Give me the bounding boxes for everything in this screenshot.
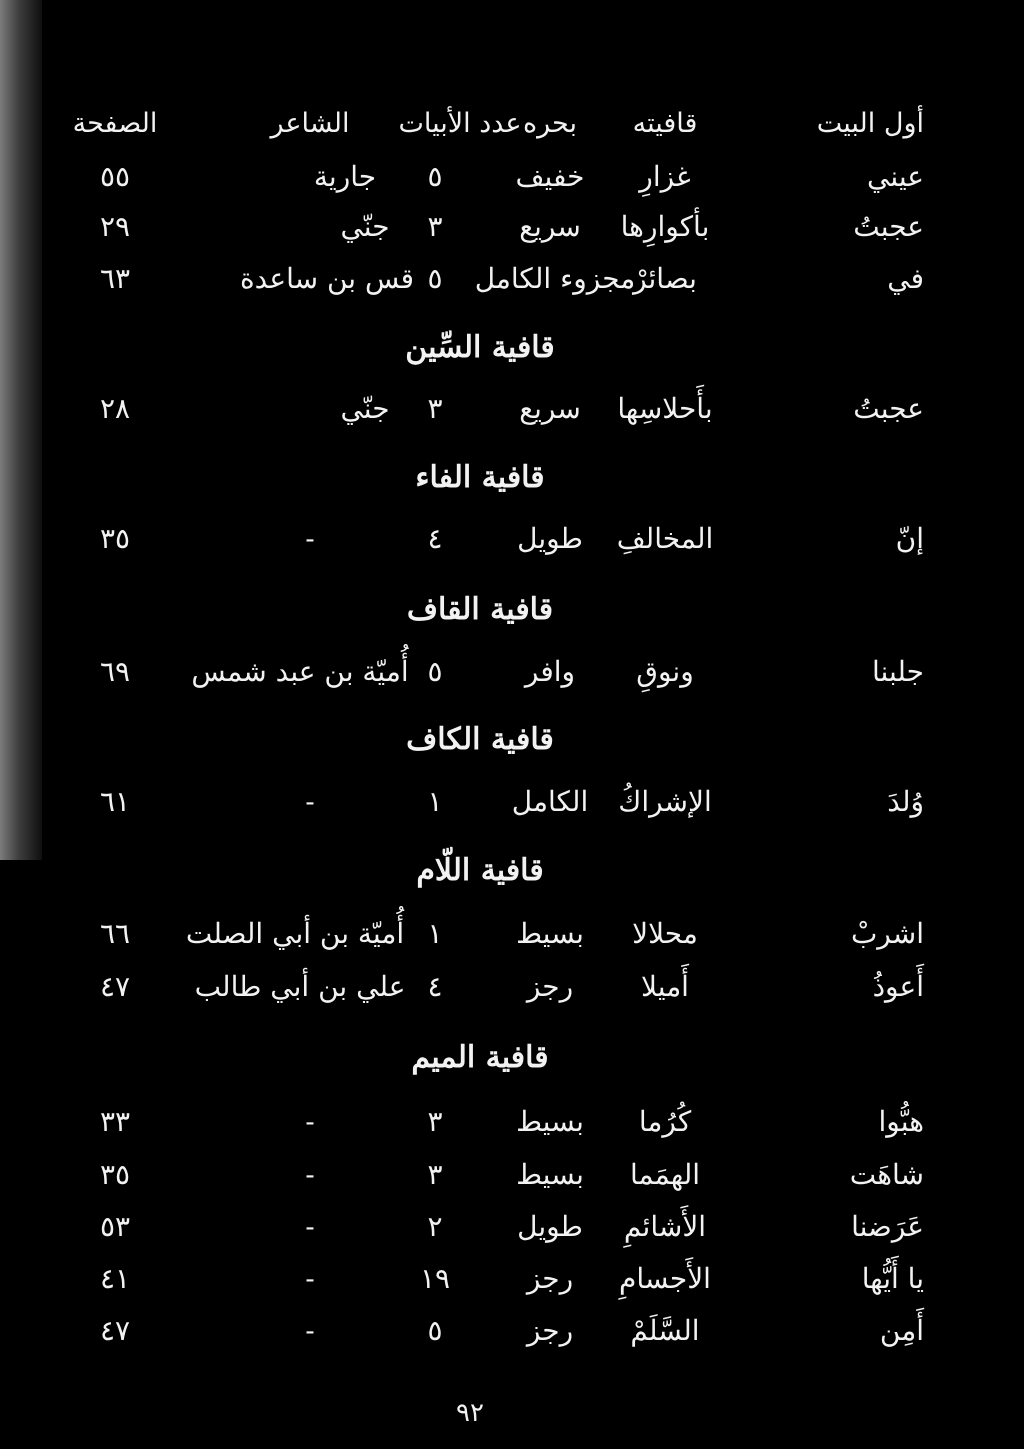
table-row <box>0 970 1024 1020</box>
page-number: ٩٢ <box>456 1398 484 1428</box>
header-meter: بحره <box>523 108 577 139</box>
poet-cell: جنّي <box>340 210 390 243</box>
page-cell: ٢٨ <box>99 392 131 425</box>
meter-cell: سريع <box>519 210 581 243</box>
count-cell: ١٩ <box>419 1262 451 1295</box>
rhyme-cell: ونوقِ <box>636 655 694 688</box>
count-cell: ٤ <box>427 522 443 555</box>
page-cell: ٥٥ <box>99 160 131 193</box>
meter-cell: الكامل <box>511 785 589 818</box>
page-cell: ٣٥ <box>99 1158 131 1191</box>
count-cell: ٣ <box>427 392 443 425</box>
rhyme-cell: بصائرْ <box>633 262 697 295</box>
poet-cell: علي بن أبي طالب <box>194 970 406 1003</box>
meter-cell: رجز <box>526 970 574 1003</box>
section-title-lam: قافية اللّام <box>416 853 544 888</box>
header-rhyme: قافيته <box>632 108 698 139</box>
poet-cell: جنّي <box>340 392 390 425</box>
meter-cell: رجز <box>526 1314 574 1347</box>
first-verse-cell: عجبتُ <box>853 392 924 425</box>
count-cell: ٥ <box>427 160 443 193</box>
rhyme-cell: المخالفِ <box>616 522 714 555</box>
page-cell: ٤٧ <box>99 1314 131 1347</box>
table-row <box>0 655 1024 705</box>
table-row <box>0 1210 1024 1260</box>
first-verse-cell: إنّ <box>895 522 924 555</box>
rhyme-cell: بأكوارِها <box>620 210 710 243</box>
page-cell: ٦٩ <box>99 655 131 688</box>
table-row <box>0 392 1024 442</box>
meter-cell: بسيط <box>516 1105 584 1138</box>
count-cell: ١ <box>427 917 443 950</box>
page-cell: ٦١ <box>99 785 131 818</box>
header-poet: الشاعر <box>270 108 350 139</box>
table-row <box>0 160 1024 210</box>
table-row <box>0 785 1024 835</box>
page-cell: ٦٦ <box>99 917 131 950</box>
rhyme-cell: السَّلَمْ <box>630 1314 700 1347</box>
first-verse-cell: يا أَيُّها <box>861 1262 924 1295</box>
first-verse-cell: جلبنا <box>871 655 924 688</box>
poet-cell: جارية <box>313 160 377 193</box>
poet-cell: أُميّة بن أبي الصلت <box>185 917 405 950</box>
first-verse-cell: شاهَت <box>849 1158 924 1191</box>
header-verse-count: عدد الأبيات <box>398 108 522 139</box>
table-row <box>0 1105 1024 1155</box>
meter-cell: طويل <box>517 1210 583 1243</box>
page-cell: ٣٥ <box>99 522 131 555</box>
rhyme-cell: أَميلا <box>641 970 689 1003</box>
meter-cell: بسيط <box>516 917 584 950</box>
meter-cell: بسيط <box>516 1158 584 1191</box>
count-cell: ٢ <box>427 1210 443 1243</box>
rhyme-cell: غزارِ <box>639 160 691 193</box>
poet-cell: - <box>305 1105 315 1138</box>
table-row <box>0 917 1024 967</box>
table-row <box>0 522 1024 572</box>
section-title-seen: قافية السِّين <box>405 330 555 365</box>
rhyme-cell: بأَحلاسِها <box>617 392 713 425</box>
header-first-verse: أول البيت <box>816 108 924 139</box>
poet-cell: - <box>305 522 315 555</box>
poet-cell: قس بن ساعدة <box>240 262 415 295</box>
first-verse-cell: أَعوذُ <box>872 970 924 1003</box>
count-cell: ٣ <box>427 210 443 243</box>
section-title-kaf: قافية الكاف <box>406 722 554 757</box>
page-cell: ٤٧ <box>99 970 131 1003</box>
table-row <box>0 210 1024 260</box>
first-verse-cell: اشربْ <box>850 917 924 950</box>
count-cell: ٥ <box>427 655 443 688</box>
poet-cell: - <box>305 1262 315 1295</box>
count-cell: ٥ <box>427 262 443 295</box>
count-cell: ٣ <box>427 1158 443 1191</box>
table-row <box>0 1262 1024 1312</box>
poet-cell: - <box>305 1158 315 1191</box>
page-cell: ٦٣ <box>99 262 131 295</box>
meter-cell: سريع <box>519 392 581 425</box>
meter-cell: وافر <box>524 655 576 688</box>
table-row <box>0 1314 1024 1364</box>
meter-cell: خفيف <box>515 160 585 193</box>
table-row <box>0 262 1024 312</box>
table-header <box>0 108 1024 158</box>
meter-cell: مجزوء الكامل <box>474 262 636 295</box>
section-title-qaf: قافية القاف <box>406 592 554 627</box>
header-page: الصفحة <box>72 108 158 139</box>
page-cell: ٢٩ <box>99 210 131 243</box>
first-verse-cell: عَرَضنا <box>851 1210 924 1243</box>
table-row <box>0 1158 1024 1208</box>
rhyme-cell: الإشراكُ <box>618 785 712 818</box>
rhyme-cell: كُرُما <box>638 1105 692 1138</box>
page-cell: ٣٣ <box>99 1105 131 1138</box>
first-verse-cell: هبُّوا <box>878 1105 924 1138</box>
section-title-meem: قافية الميم <box>411 1040 549 1075</box>
poet-cell: أُميّة بن عبد شمس <box>191 655 409 688</box>
first-verse-cell: وُلدَ <box>887 785 924 818</box>
first-verse-cell: في <box>887 262 924 295</box>
rhyme-cell: الهمَما <box>629 1158 701 1191</box>
count-cell: ٣ <box>427 1105 443 1138</box>
first-verse-cell: أَمِن <box>879 1314 924 1347</box>
meter-cell: طويل <box>517 522 583 555</box>
first-verse-cell: عيني <box>867 160 924 193</box>
poet-cell: - <box>305 785 315 818</box>
meter-cell: رجز <box>526 1262 574 1295</box>
rhyme-cell: محلالا <box>632 917 698 950</box>
count-cell: ٤ <box>427 970 443 1003</box>
count-cell: ٥ <box>427 1314 443 1347</box>
rhyme-cell: الأَجسامِ <box>619 1262 711 1295</box>
poet-cell: - <box>305 1210 315 1243</box>
section-title-fa: قافية الفاء <box>415 460 545 495</box>
page-cell: ٤١ <box>99 1262 131 1295</box>
page-cell: ٥٣ <box>99 1210 131 1243</box>
poet-cell: - <box>305 1314 315 1347</box>
first-verse-cell: عجبتُ <box>853 210 924 243</box>
count-cell: ١ <box>427 785 443 818</box>
rhyme-cell: الأَشائمِ <box>623 1210 707 1243</box>
